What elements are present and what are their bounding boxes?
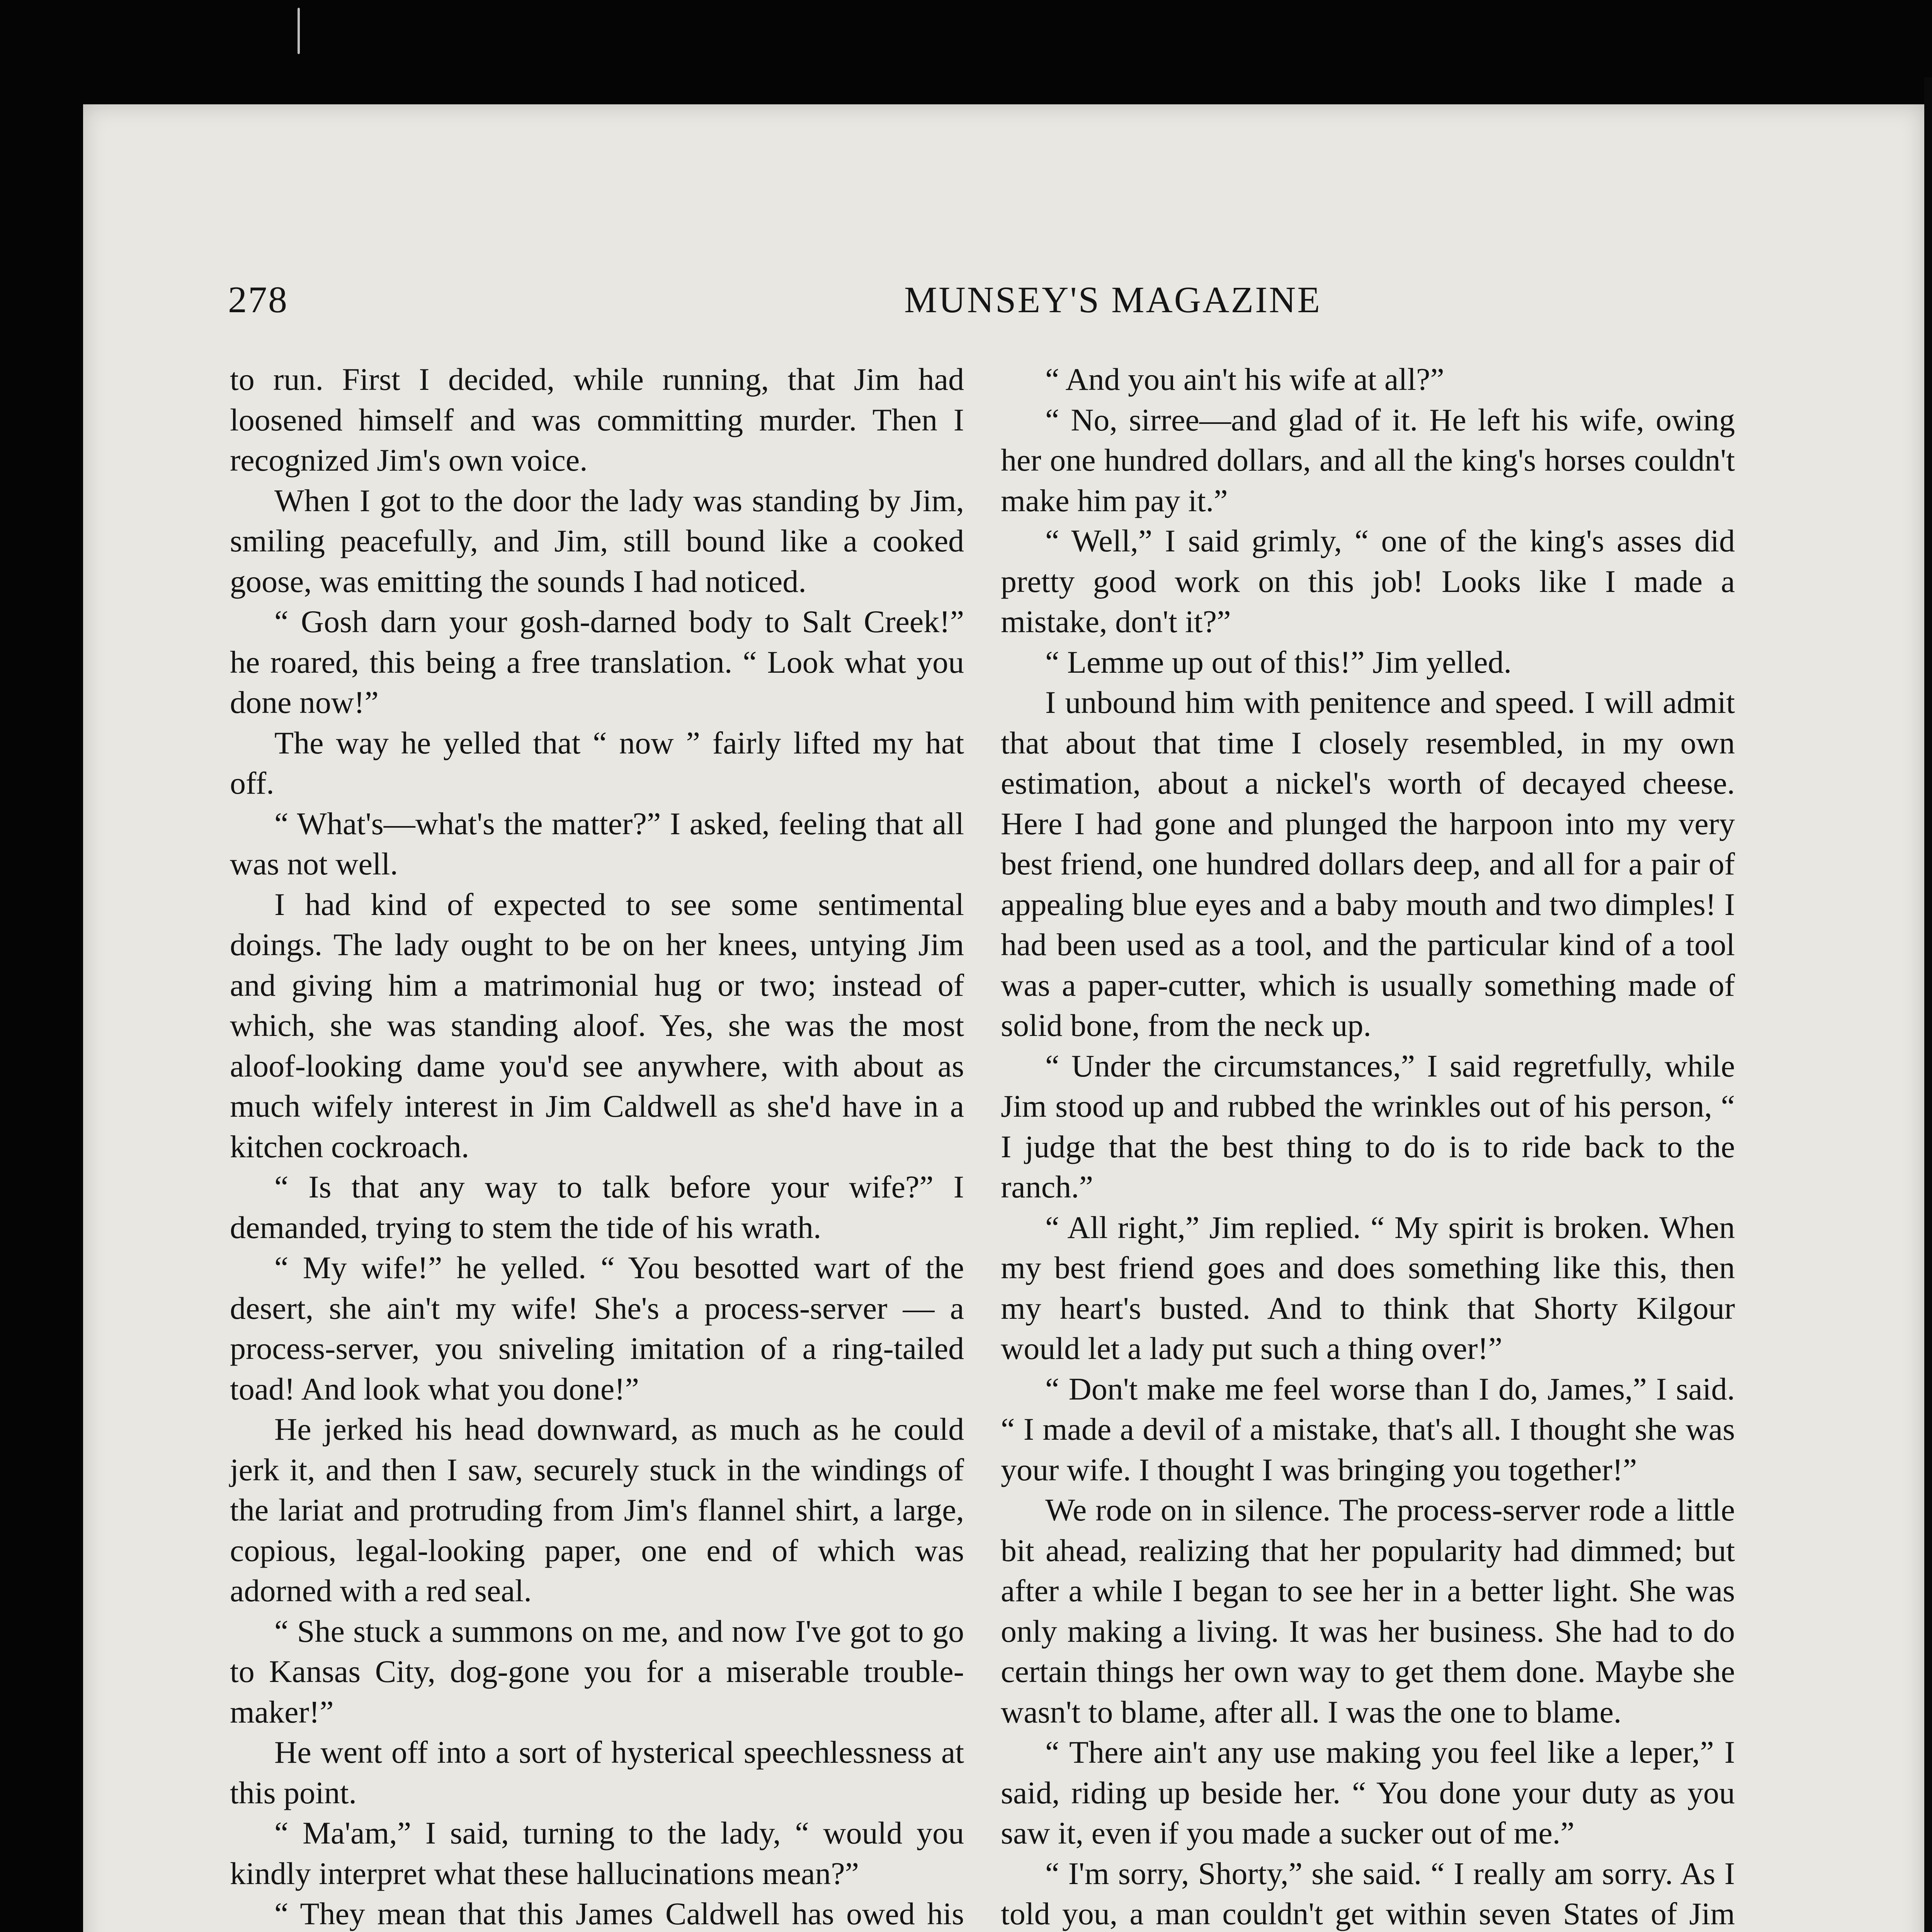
left-column bbox=[230, 359, 964, 1932]
right-column bbox=[1001, 359, 1735, 1932]
paragraph: to run. First I decided, while running, that Jim had loosened himself and was committing murder. Then I recognized Jim's own voice. bbox=[230, 362, 964, 478]
paragraph: “ And you ain't his wife at all?” bbox=[1045, 362, 1444, 397]
paragraph: “ There ain't any use making you feel like a leper,” I said, riding up beside her. “ You done your duty as you saw it, even if you made a sucker out of me.” bbox=[1001, 1735, 1735, 1850]
page-gutter bbox=[1924, 77, 1932, 1932]
paragraph: When I got to the door the lady was standing by Jim, smiling peacefully, and Jim, still bound like a cooked goose, was emitting the sounds I had noticed. bbox=[230, 483, 964, 599]
paragraph: “ Is that any way to talk before your wife?” I demanded, trying to stem the tide of his wrath. bbox=[230, 1169, 964, 1245]
paragraph: “ Ma'am,” I said, turning to the lady, “ would you kindly interpret what these hallucinations mean?” bbox=[230, 1815, 964, 1891]
paragraph: We rode on in silence. The process-server rode a little bit ahead, realizing that her popularity had dimmed; but after a while I began to see her in a better light. She was only making a living. It was her business. She had to do certain things her own way to get them done. Maybe she wasn't to blame, after all. I was the one to blame. bbox=[1001, 1492, 1735, 1730]
paragraph: “ No, sirree—and glad of it. He left his wife, owing her one hundred dollars, and all the king's horses couldn't make him pay it.” bbox=[1001, 402, 1735, 518]
paragraph: I had kind of expected to see some sentimental doings. The lady ought to be on her knees, untying Jim and giving him a matrimonial hug or two; instead of which, she was standing aloof. Yes, she was the most aloof-looking dame you'd see anywhere, with about as much wifely interest in Jim Caldwell as she'd have in a kitchen cockroach. bbox=[230, 886, 964, 1164]
paragraph: “ All right,” Jim replied. “ My spirit is broken. When my best friend goes and does something like this, then my heart's busted. And to think that Shorty Kilgour would let a lady put such a thing over!” bbox=[1001, 1209, 1735, 1366]
paragraph: “ She stuck a summons on me, and now I've got to go to Kansas City, dog-gone you for a miserable trouble-maker!” bbox=[230, 1613, 964, 1730]
paragraph: “ They mean that this James Caldwell has owed his bbox=[274, 1896, 964, 1931]
paragraph: “ Don't make me feel worse than I do, James,” I said. “ I made a devil of a mistake, that's all. I thought she was your wife. I thought I was bringing you together!” bbox=[1001, 1371, 1735, 1487]
page-number: 278 bbox=[228, 279, 288, 321]
running-head: MUNSEY'S MAGAZINE bbox=[904, 279, 1321, 320]
scan-scratch bbox=[298, 8, 300, 54]
paragraph: “ What's—what's the matter?” I asked, feeling that all was not well. bbox=[230, 806, 964, 881]
paragraph: “ Well,” I said grimly, “ one of the king's asses did pretty good work on this job! Looks like I made a mistake, don't it?” bbox=[1001, 523, 1735, 639]
page-header bbox=[143, 278, 1758, 332]
paragraph: “ I'm sorry, Shorty,” she said. “ I really am sorry. As I told you, a man couldn't get within seven States of Jim bbox=[1001, 1855, 1735, 1931]
paragraph: “ My wife!” he yelled. “ You besotted wart of the desert, she ain't my wife! She's a process-server — a process-server, you sniveling imitation of a ring-tailed toad! And look what you done!” bbox=[230, 1250, 964, 1406]
paragraph: “ Lemme up out of this!” Jim yelled. bbox=[1045, 644, 1512, 680]
paragraph: He went off into a sort of hysterical speechlessness at this point. bbox=[230, 1735, 964, 1810]
paragraph: “ Under the circumstances,” I said regretfully, while Jim stood up and rubbed the wrinkles out of his person, “ I judge that the best thing to do is to ride back to the ranch.” bbox=[1001, 1048, 1735, 1204]
paragraph: “ Gosh darn your gosh-darned body to Salt Creek!” he roared, this being a free translation. “ Look what you done now!” bbox=[230, 604, 964, 720]
paragraph: The way he yelled that “ now ” fairly lifted my hat off. bbox=[230, 725, 964, 801]
paragraph: He jerked his head downward, as much as he could jerk it, and then I saw, securely stuck in the windings of the lariat and protruding from Jim's flannel shirt, a large, copious, legal-looking paper, one end of which was adorned with a red seal. bbox=[230, 1412, 964, 1608]
paragraph: I unbound him with penitence and speed. I will admit that about that time I closely resembled, in my own estimation, about a nickel's worth of decayed cheese. Here I had gone and plunged the harpoon into my very best friend, one hundred dollars deep, and all for a pair of appealing blue eyes and a baby mouth and two dimples! I had been used as a tool, and the particular kind of a tool was a paper-cutter, which is usually something made of solid bone, from the neck up. bbox=[1001, 685, 1735, 1043]
